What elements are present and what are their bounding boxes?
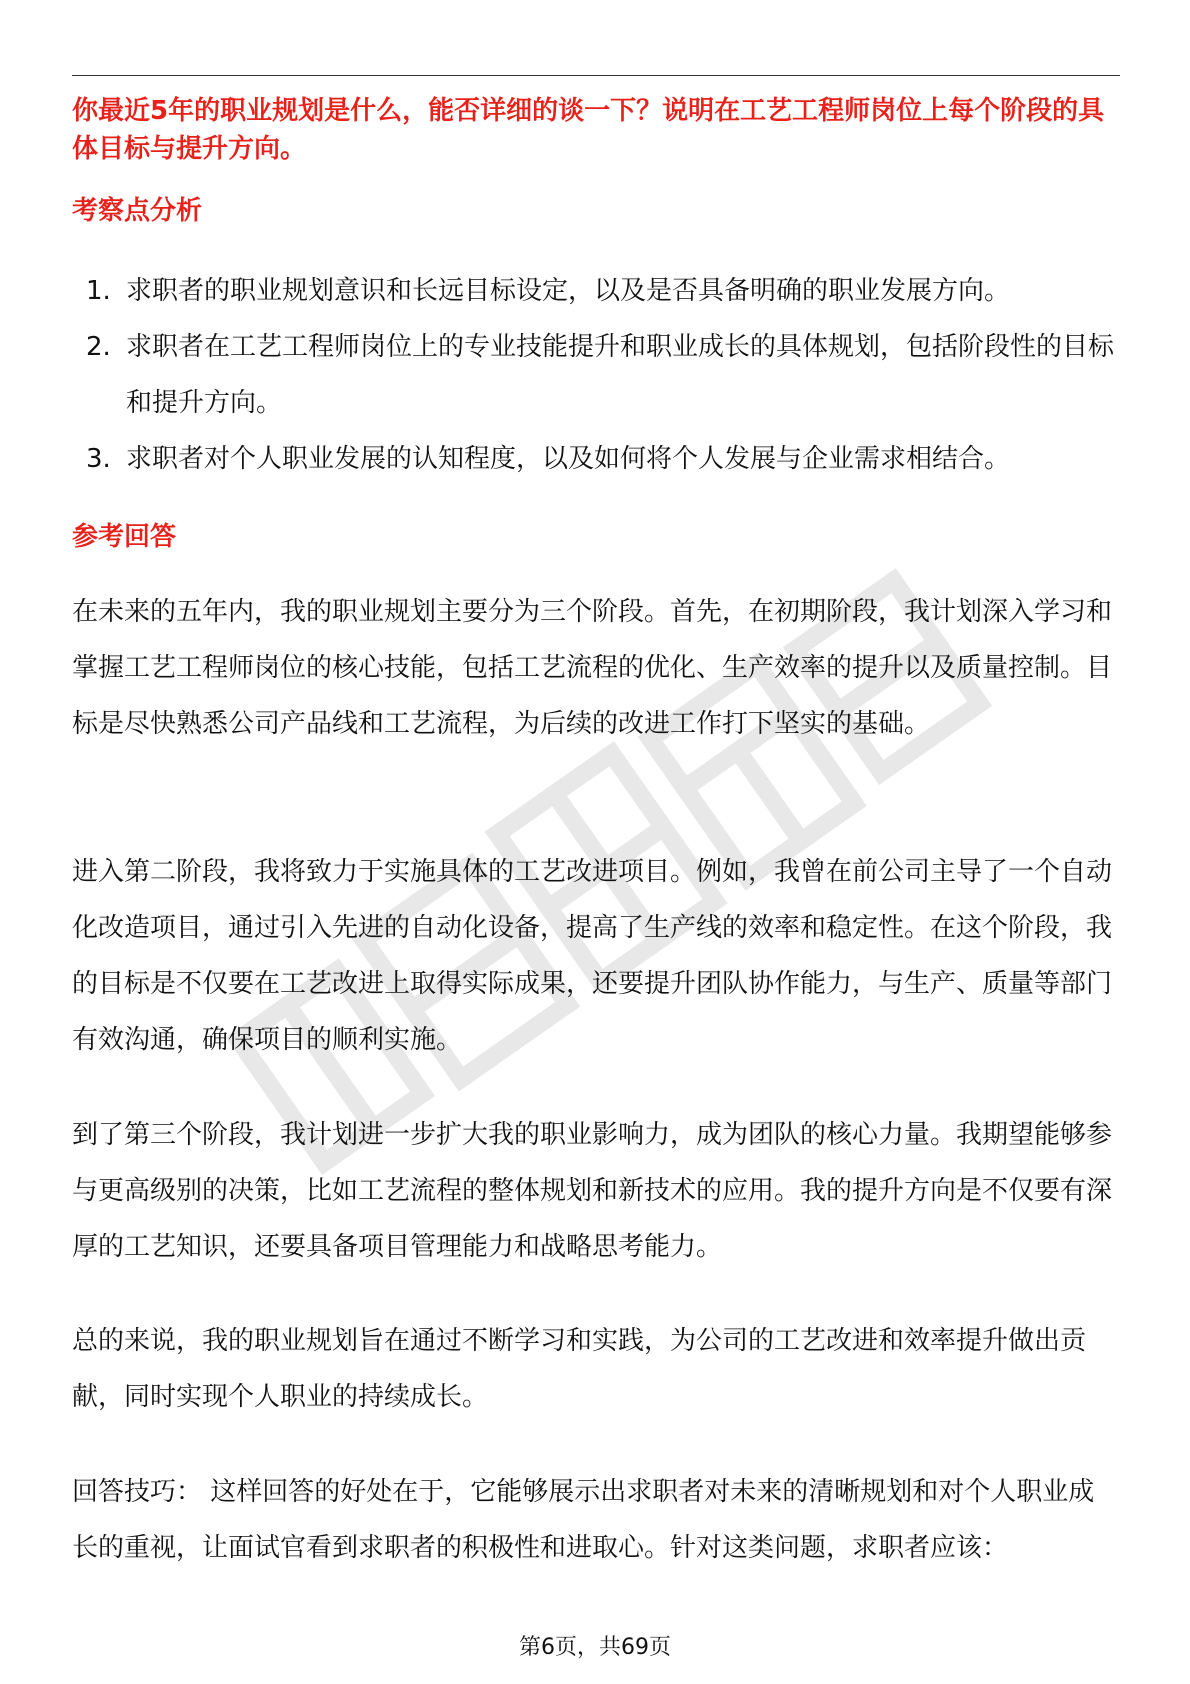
interview-question: 你最近5年的职业规划是什么，能否详细的谈一下？说明在工艺工程师岗位上每个阶段的具体目标与提升方向。: [72, 96, 1105, 164]
analysis-point: [72, 319, 1120, 431]
analysis-points: [72, 263, 1120, 487]
analysis-point: [72, 431, 1120, 487]
answer-tips-paragraph: 回答技巧： 这样回答的好处在于，它能够展示出求职者对未来的清晰规划和对个人职业成长的重视，让面试官看到求职者的积极性和进取心。针对这类问题，求职者应该：: [72, 1477, 1095, 1563]
analysis-point-number: 3.: [86, 444, 111, 474]
analysis-point-text: 求职者在工艺工程师岗位上的专业技能提升和职业成长的具体规划，包括阶段性的目标和提升方向。: [126, 332, 1115, 418]
analysis-point: [72, 263, 1120, 319]
answer-heading: 参考回答: [72, 522, 177, 552]
answer-paragraph: 总的来说，我的职业规划旨在通过不断学习和实践，为公司的工艺改进和效率提升做出贡献，同时实现个人职业的持续成长。: [72, 1326, 1087, 1412]
header-rule: [72, 75, 1120, 76]
analysis-point-text: 求职者的职业规划意识和长远目标设定，以及是否具备明确的职业发展方向。: [126, 276, 1011, 306]
analysis-heading: 考察点分析: [72, 196, 203, 226]
analysis-point-text: 求职者对个人职业发展的认知程度，以及如何将个人发展与企业需求相结合。: [126, 444, 1011, 474]
answer-paragraph: 在未来的五年内，我的职业规划主要分为三个阶段。首先，在初期阶段，我计划深入学习和掌握工艺工程师岗位的核心技能，包括工艺流程的优化、生产效率的提升以及质量控制。目标是尽快熟悉公司产品线和工艺流程，为后续的改进工作打下坚实的基础。: [72, 597, 1113, 739]
answer-paragraph: 到了第三个阶段，我计划进一步扩大我的职业影响力，成为团队的核心力量。我期望能够参与更高级别的决策，比如工艺流程的整体规划和新技术的应用。我的提升方向是不仅要有深厚的工艺知识，还要具备项目管理能力和战略思考能力。: [72, 1120, 1113, 1262]
page-number: 第6页，共69页: [519, 1635, 671, 1660]
analysis-point-number: 1.: [86, 276, 111, 306]
answer-paragraph: 进入第二阶段，我将致力于实施具体的工艺改进项目。例如，我曾在前公司主导了一个自动化改造项目，通过引入先进的自动化设备，提高了生产线的效率和稳定性。在这个阶段，我的目标是不仅要在工艺改进上取得实际成果，还要提升团队协作能力，与生产、质量等部门有效沟通，确保项目的顺利实施。: [72, 857, 1113, 1055]
analysis-point-number: 2.: [86, 332, 111, 362]
